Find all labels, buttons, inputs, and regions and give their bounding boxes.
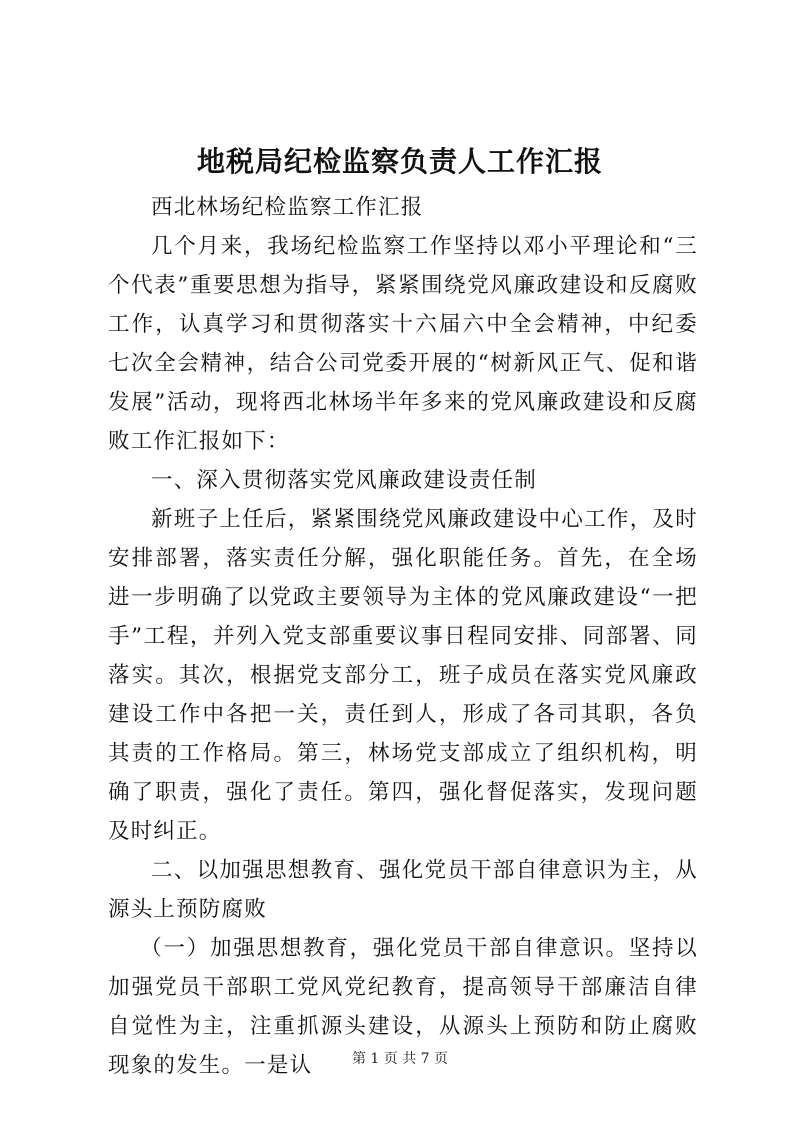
paragraph-subtitle: 西北林场纪检监察工作汇报 [151, 195, 424, 220]
paragraph-intro: 几个月来，我场纪检监察工作坚持以邓小平理论和“三个代表”重要思想为指导，紧紧围绕党风廉政建设和反腐败工作，认真学习和贯彻落实十六届六中全会精神，中纪委七次全会精神，结合公司党委开展的“树新风正气、促和谐发展”活动，现将西北林场半年多来的党风廉政建设和反腐败工作汇报如下： [108, 234, 698, 454]
page-number-footer: 第 1 页 共 7 页 [351, 1051, 449, 1067]
section-heading-2: 二、以加强思想教育、强化党员干部自律意识为主，从源头上预防腐败 [108, 858, 698, 922]
document-title: 地税局纪检监察负责人工作汇报 [196, 145, 603, 178]
paragraph-subsection-1: （一）加强思想教育，强化党员干部自律意识。坚持以加强党员干部职工党风党纪教育，提高领导干部廉洁自律自觉性为主，注重抓源头建设，从源头上预防和防止腐败现象的发生。一是认 [108, 936, 698, 1078]
section-heading-1: 一、深入贯彻落实党风廉政建设责任制 [151, 468, 537, 493]
paragraph-section-1: 新班子上任后，紧紧围绕党风廉政建设中心工作，及时安排部署，落实责任分解，强化职能任务。首先，在全场进一步明确了以党政主要领导为主体的党风廉政建设“一把手”工程，并列入党支部重要议事日程同安排、同部署、同落实。其次，根据党支部分工，班子成员在落实党风廉政建设工作中各把一关，责任到人，形成了各司其职，各负其责的工作格局。第三，林场党支部成立了组织机构，明确了职责，强化了责任。第四，强化督促落实，发现问题及时纠正。 [108, 507, 698, 844]
document-body [108, 188, 698, 1085]
